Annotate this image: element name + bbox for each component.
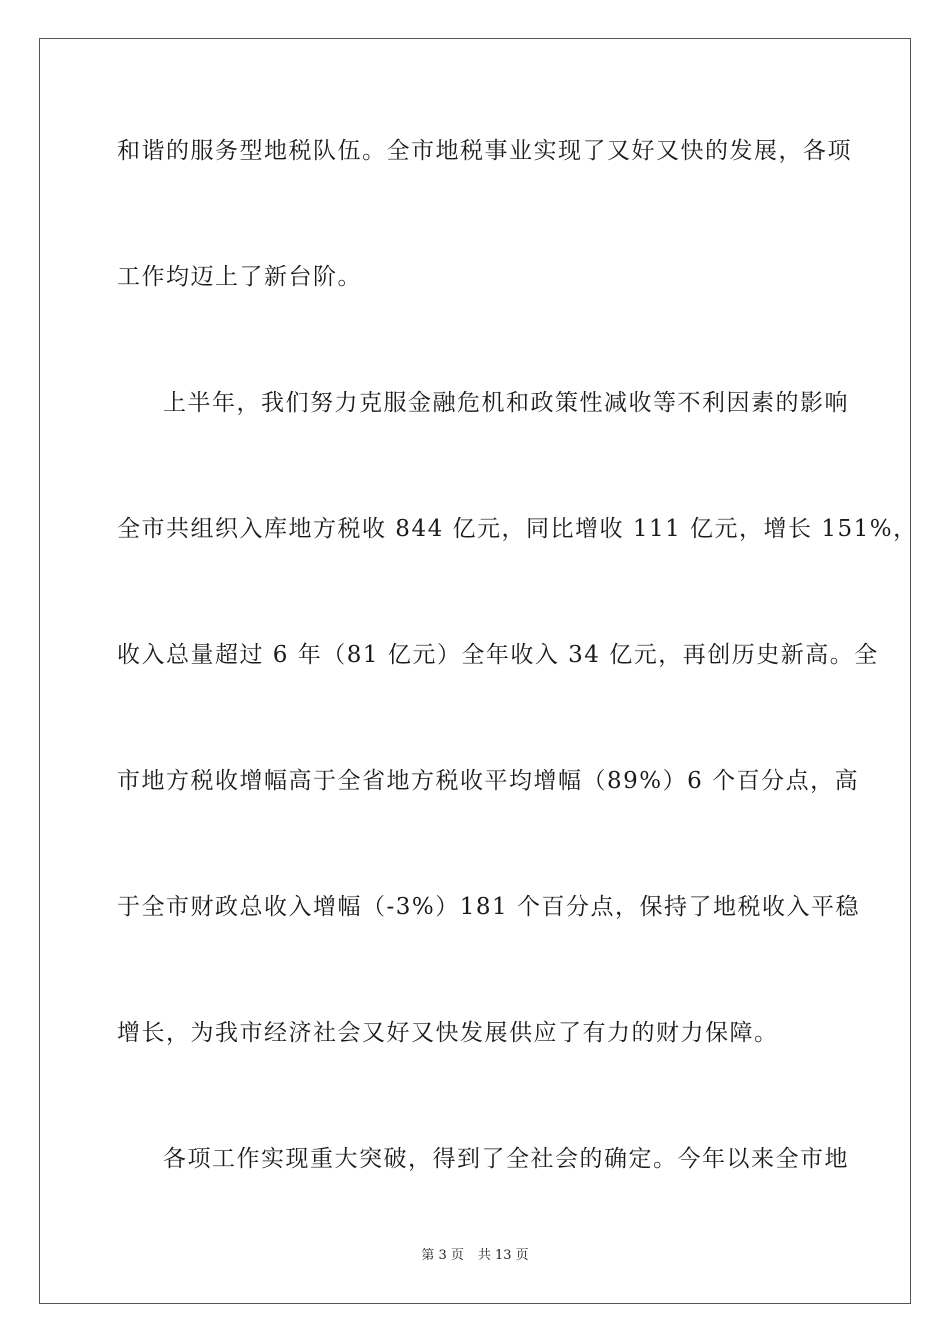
page-number: 第 3 页 — [421, 1248, 464, 1263]
text-line-8: 增长，为我市经济社会又好又快发展供应了有力的财力保障。 — [117, 1020, 779, 1046]
total-pages: 共 13 页 — [477, 1248, 529, 1263]
text-line-7: 于全市财政总收入增幅（-3%）181 个百分点，保持了地税收入平稳 — [117, 894, 860, 920]
text-line-4: 全市共组织入库地方税收 844 亿元，同比增收 111 亿元，增长 151%， — [117, 516, 918, 542]
text-line-5: 收入总量超过 6 年（81 亿元）全年收入 34 亿元，再创历史新高。全 — [117, 642, 879, 668]
text-line-9: 各项工作实现重大突破，得到了全社会的确定。今年以来全市地 — [163, 1146, 849, 1172]
text-line-1: 和谐的服务型地税队伍。全市地税事业实现了又好又快的发展，各项 — [117, 138, 852, 164]
text-line-6: 市地方税收增幅高于全省地方税收平均增幅（89%）6 个百分点，高 — [117, 768, 860, 794]
text-line-3: 上半年，我们努力克服金融危机和政策性减收等不利因素的影响 — [163, 390, 849, 416]
page-footer — [0, 1247, 950, 1265]
page-border — [39, 38, 918, 1304]
text-line-2: 工作均迈上了新台阶。 — [117, 264, 362, 290]
